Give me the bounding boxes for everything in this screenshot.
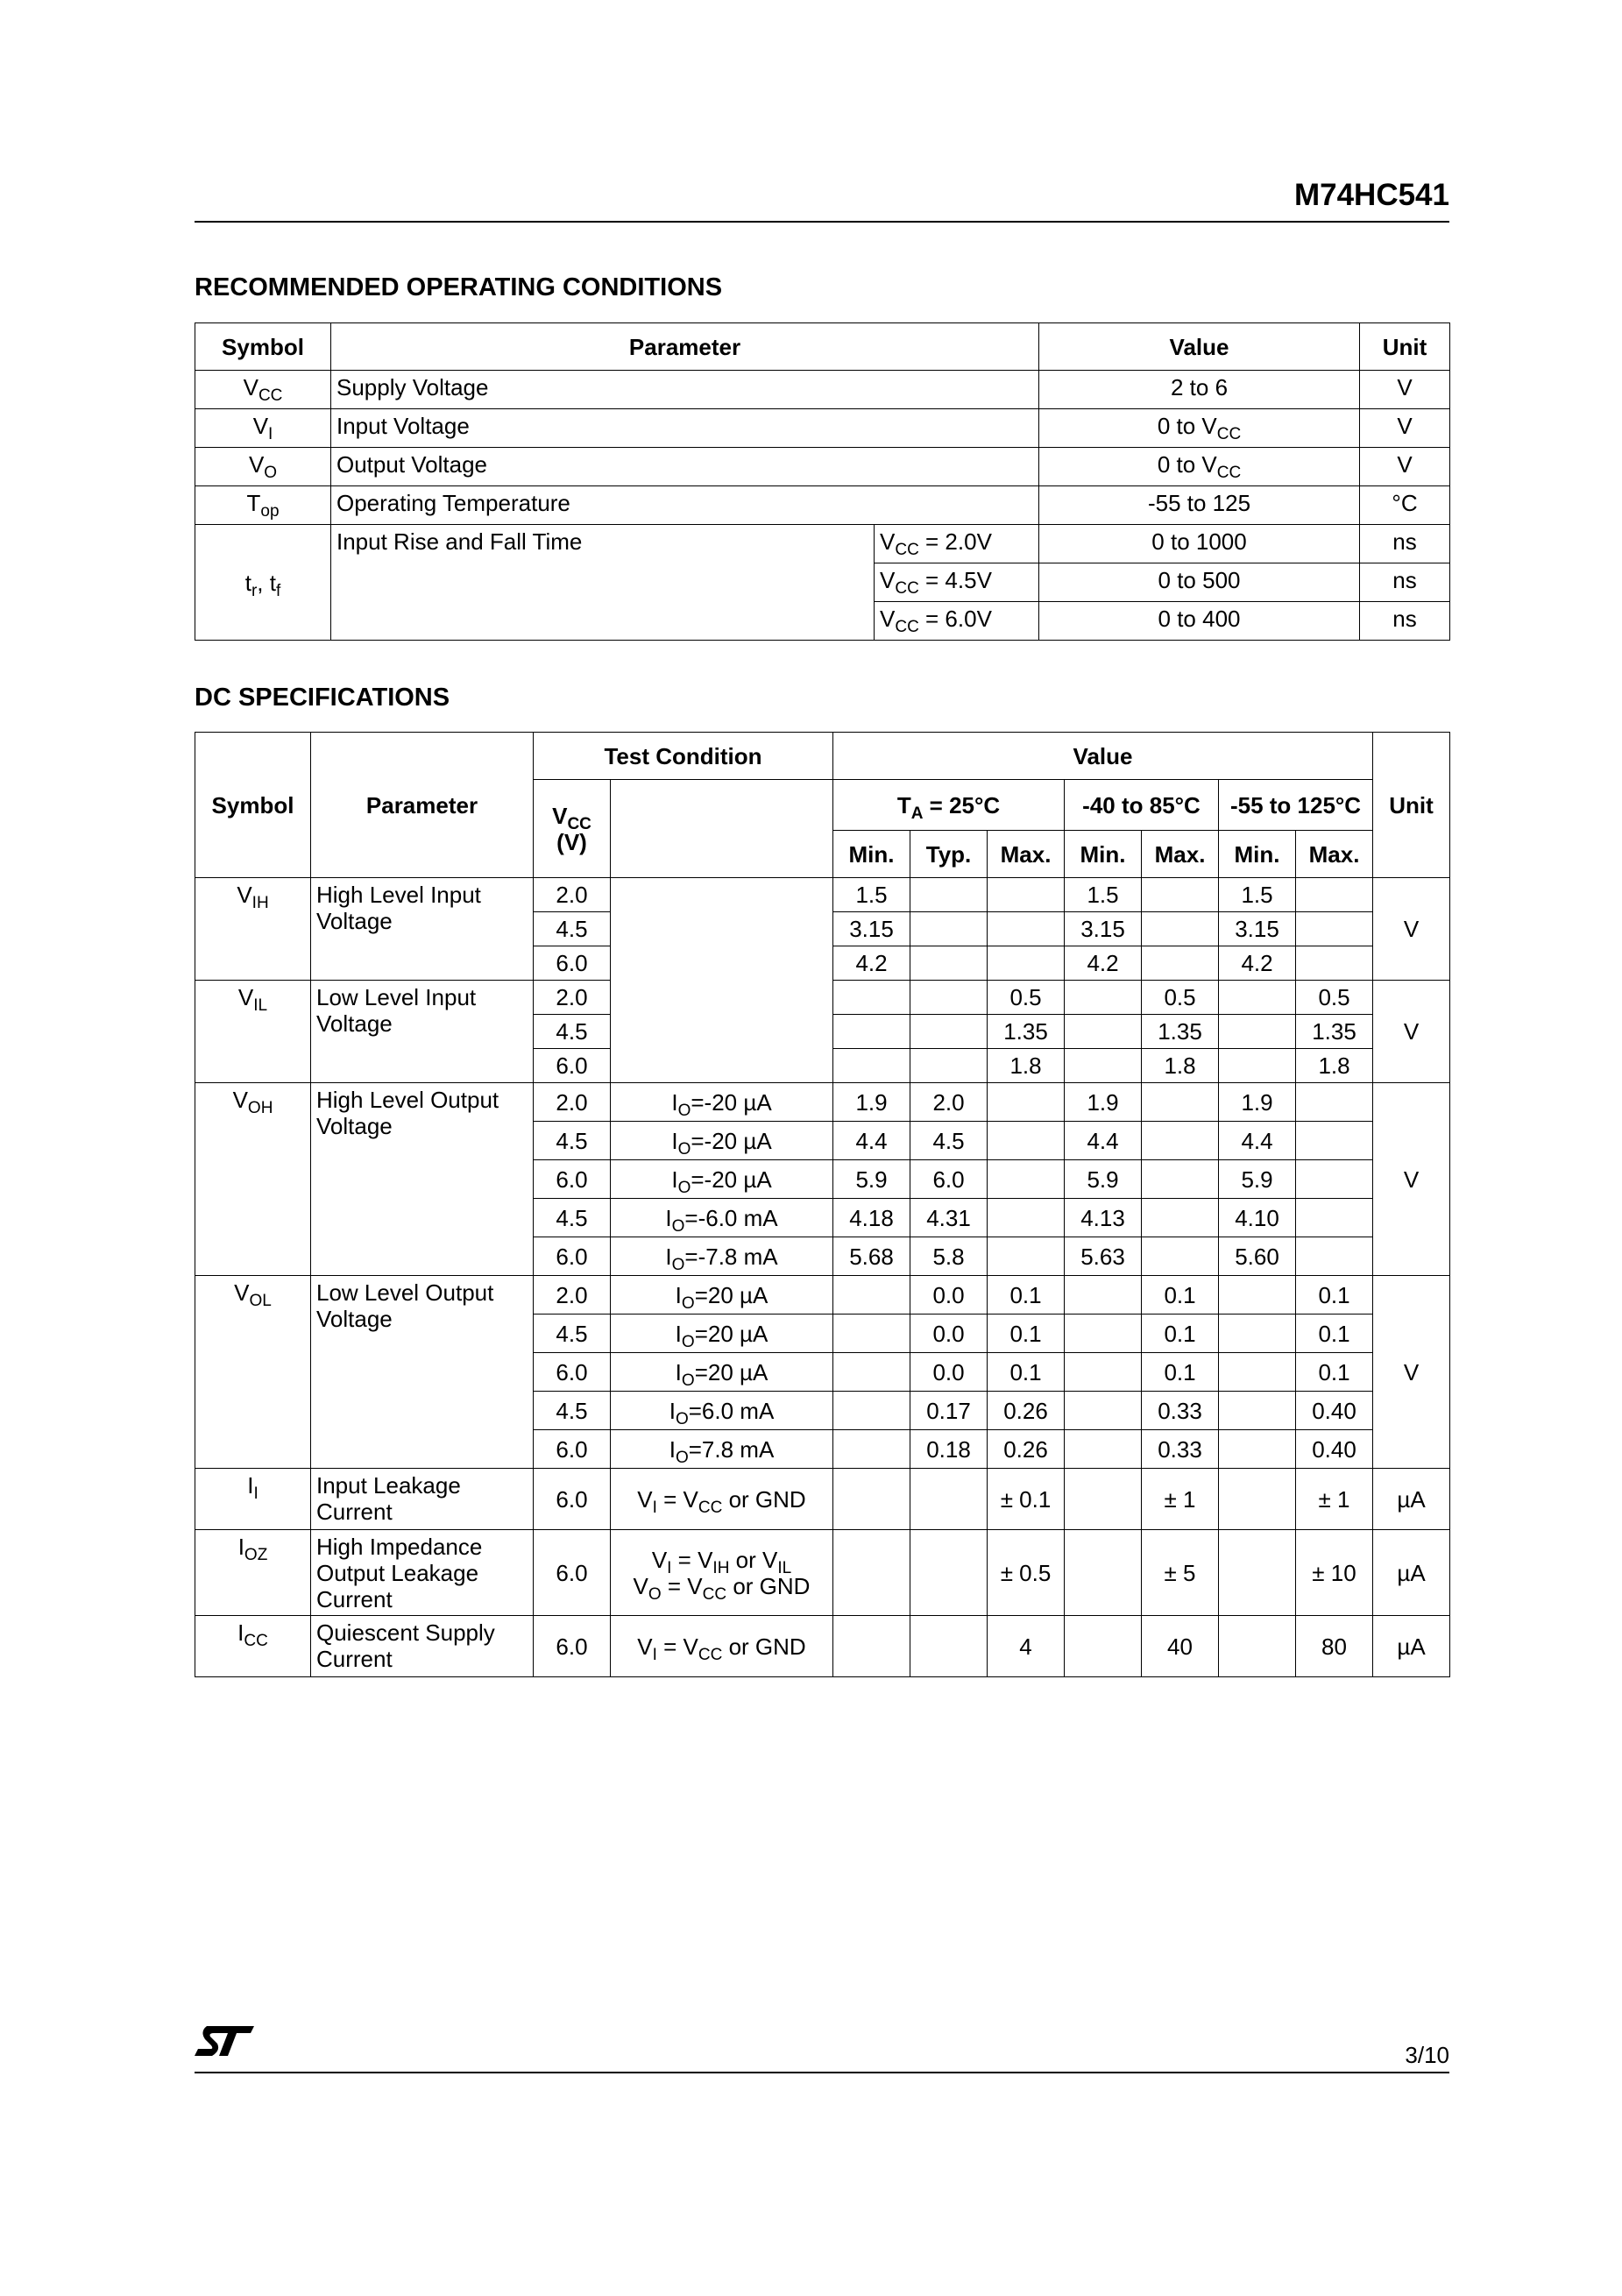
- dc-header-max: Max.: [1142, 831, 1219, 878]
- dc-parameter: Input Leakage Current: [311, 1469, 534, 1530]
- dc-value: 5.63: [1065, 1237, 1142, 1276]
- roc-unit: V: [1360, 448, 1450, 486]
- dc-value: [1219, 1530, 1296, 1616]
- dc-value: [1142, 1199, 1219, 1237]
- dc-value: 1.35: [1296, 1015, 1373, 1049]
- dc-value: [1219, 1616, 1296, 1677]
- dc-value: 1.8: [1296, 1049, 1373, 1083]
- dc-header-parameter: Parameter: [311, 733, 534, 878]
- roc-value: -55 to 125: [1039, 486, 1360, 525]
- dc-value: ± 0.5: [988, 1530, 1065, 1616]
- dc-value: 4.4: [1065, 1122, 1142, 1160]
- roc-condition: $V_{CC} = 4.5V$: [875, 563, 1039, 602]
- dc-header-max: Max.: [988, 831, 1065, 878]
- dc-value: [1296, 1083, 1373, 1122]
- roc-header-parameter: Parameter: [331, 323, 1039, 371]
- dc-symbol: $I_I$: [195, 1469, 311, 1530]
- dc-value: 3.15: [1219, 912, 1296, 946]
- dc-value: [988, 946, 1065, 981]
- dc-value: [988, 1199, 1065, 1237]
- dc-value: 80: [1296, 1616, 1373, 1677]
- dc-value: 1.8: [1142, 1049, 1219, 1083]
- dc-condition: $I_O=-20$ µA: [611, 1160, 833, 1199]
- roc-unit: V: [1360, 371, 1450, 409]
- dc-condition: $V_I = V_{CC}$ or GND: [611, 1469, 833, 1530]
- dc-value: [1065, 1430, 1142, 1469]
- dc-value: 3.15: [833, 912, 910, 946]
- roc-parameter: Output Voltage: [331, 448, 1039, 486]
- dc-header-ta-25: $T_A = 25^\circ C$: [833, 780, 1065, 831]
- dc-condition: $I_O=20$ µA: [611, 1353, 833, 1392]
- dc-parameter: Low Level Output Voltage: [311, 1276, 534, 1469]
- roc-value: 0 to $V_{CC}$: [1039, 409, 1360, 448]
- dc-value: [1219, 1392, 1296, 1430]
- dc-row: [195, 1083, 1450, 1122]
- dc-table-body: [195, 878, 1450, 1677]
- dc-header-range-85: -40 to 85°C: [1065, 780, 1219, 831]
- dc-value: [833, 1616, 910, 1677]
- dc-condition: $I_O=7.8$ mA: [611, 1430, 833, 1469]
- dc-condition: $V_I = V_{IH}$ or $V_{IL}$ $V_O = V_{CC}$ or GND: [611, 1530, 833, 1616]
- dc-value: [1296, 1199, 1373, 1237]
- dc-vcc: 2.0: [534, 981, 611, 1015]
- dc-value: [833, 1353, 910, 1392]
- dc-value: [910, 1049, 988, 1083]
- dc-vcc: 4.5: [534, 1122, 611, 1160]
- dc-header-min: Min.: [833, 831, 910, 878]
- dc-value: 4: [988, 1616, 1065, 1677]
- dc-row: [195, 1616, 1450, 1677]
- dc-value: [1065, 981, 1142, 1015]
- dc-vcc: 6.0: [534, 1530, 611, 1616]
- roc-row-rise-fall: [195, 525, 1450, 563]
- dc-value: 4.2: [1065, 946, 1142, 981]
- dc-header-row-1: [195, 733, 1450, 780]
- dc-vcc: 6.0: [534, 1049, 611, 1083]
- roc-unit: ns: [1360, 525, 1450, 563]
- dc-header-vcc: $V_{CC}$ (V): [534, 780, 611, 878]
- dc-value: [910, 912, 988, 946]
- dc-value: [988, 1122, 1065, 1160]
- st-logo-icon: [195, 2021, 256, 2059]
- roc-condition: $V_{CC} = 2.0V$: [875, 525, 1039, 563]
- dc-value: [833, 1469, 910, 1530]
- dc-value: 4.10: [1219, 1199, 1296, 1237]
- dc-value: 1.5: [1065, 878, 1142, 912]
- dc-condition: [611, 878, 833, 1083]
- dc-value: [1219, 1049, 1296, 1083]
- dc-unit: V: [1373, 981, 1450, 1083]
- dc-header-range-125: -55 to 125°C: [1219, 780, 1373, 831]
- dc-value: [1065, 1276, 1142, 1315]
- roc-row-vcc: [195, 371, 1450, 409]
- roc-symbol: $V_{CC}$: [195, 371, 331, 409]
- dc-value: 0.1: [1296, 1276, 1373, 1315]
- dc-header-test-condition: Test Condition: [534, 733, 833, 780]
- dc-value: [833, 1276, 910, 1315]
- dc-header-value: Value: [833, 733, 1373, 780]
- dc-parameter: High Level Input Voltage: [311, 878, 534, 981]
- dc-value: 0.5: [988, 981, 1065, 1015]
- dc-condition: $I_O=-7.8$ mA: [611, 1237, 833, 1276]
- dc-value: 5.9: [833, 1160, 910, 1199]
- roc-row-vi: [195, 409, 1450, 448]
- roc-value: 0 to $V_{CC}$: [1039, 448, 1360, 486]
- roc-value: 0 to 400: [1039, 602, 1360, 641]
- dc-row: [195, 878, 1450, 912]
- dc-value: [1065, 1315, 1142, 1353]
- roc-header-unit: Unit: [1360, 323, 1450, 371]
- dc-value: 0.40: [1296, 1392, 1373, 1430]
- dc-value: 4.5: [910, 1122, 988, 1160]
- dc-vcc: 4.5: [534, 912, 611, 946]
- dc-vcc: 6.0: [534, 1616, 611, 1677]
- roc-unit: °C: [1360, 486, 1450, 525]
- roc-row-top: [195, 486, 1450, 525]
- dc-value: 4.4: [1219, 1122, 1296, 1160]
- roc-parameter: Input Voltage: [331, 409, 1039, 448]
- dc-value: [1142, 1083, 1219, 1122]
- dc-value: [833, 1315, 910, 1353]
- dc-vcc: 6.0: [534, 1430, 611, 1469]
- dc-value: [1219, 1353, 1296, 1392]
- dc-value: 2.0: [910, 1083, 988, 1122]
- dc-value: 0.1: [1142, 1315, 1219, 1353]
- roc-symbol: $t_r$, $t_f$: [195, 525, 331, 641]
- dc-value: [833, 1015, 910, 1049]
- dc-value: [1142, 1122, 1219, 1160]
- dc-value: 4.4: [833, 1122, 910, 1160]
- dc-row: [195, 1530, 1450, 1616]
- roc-symbol: $V_I$: [195, 409, 331, 448]
- dc-value: 0.0: [910, 1353, 988, 1392]
- roc-parameter: Input Rise and Fall Time: [331, 525, 875, 641]
- dc-value: 0.5: [1296, 981, 1373, 1015]
- dc-vcc: 6.0: [534, 1237, 611, 1276]
- dc-unit: V: [1373, 1276, 1450, 1469]
- roc-unit: ns: [1360, 563, 1450, 602]
- dc-symbol: $V_{OH}$: [195, 1083, 311, 1276]
- dc-condition: $I_O=-20$ µA: [611, 1122, 833, 1160]
- dc-parameter: Low Level Input Voltage: [311, 981, 534, 1083]
- dc-value: [1296, 912, 1373, 946]
- dc-value: [910, 1616, 988, 1677]
- dc-value: 0.26: [988, 1430, 1065, 1469]
- dc-value: 3.15: [1065, 912, 1142, 946]
- dc-vcc: 6.0: [534, 1353, 611, 1392]
- dc-value: [1219, 1015, 1296, 1049]
- dc-value: [1065, 1392, 1142, 1430]
- roc-condition: $V_{CC} = 6.0V$: [875, 602, 1039, 641]
- dc-unit: V: [1373, 878, 1450, 981]
- dc-value: 0.5: [1142, 981, 1219, 1015]
- dc-value: 4.2: [1219, 946, 1296, 981]
- dc-value: [910, 946, 988, 981]
- footer-rule: [195, 2072, 1449, 2073]
- dc-value: [1065, 1353, 1142, 1392]
- dc-value: [988, 1160, 1065, 1199]
- dc-header-typ: Typ.: [910, 831, 988, 878]
- dc-section-title: DC SPECIFICATIONS: [195, 684, 450, 712]
- dc-value: [1065, 1616, 1142, 1677]
- dc-value: 0.33: [1142, 1430, 1219, 1469]
- dc-value: ± 5: [1142, 1530, 1219, 1616]
- dc-vcc: 2.0: [534, 878, 611, 912]
- dc-condition: $I_O=20$ µA: [611, 1276, 833, 1315]
- dc-value: [910, 1530, 988, 1616]
- dc-vcc: 4.5: [534, 1015, 611, 1049]
- dc-value: 1.9: [833, 1083, 910, 1122]
- dc-value: [1296, 1237, 1373, 1276]
- part-number-header: M74HC541: [1293, 178, 1449, 212]
- dc-value: 5.9: [1065, 1160, 1142, 1199]
- roc-value: 2 to 6: [1039, 371, 1360, 409]
- dc-value: 0.18: [910, 1430, 988, 1469]
- header-rule: [195, 221, 1449, 223]
- dc-unit: V: [1373, 1083, 1450, 1276]
- dc-value: 0.26: [988, 1392, 1065, 1430]
- dc-condition: $I_O=-6.0$ mA: [611, 1199, 833, 1237]
- dc-value: 0.17: [910, 1392, 988, 1430]
- dc-value: [1142, 1237, 1219, 1276]
- dc-vcc: 6.0: [534, 1469, 611, 1530]
- dc-value: 1.9: [1219, 1083, 1296, 1122]
- dc-value: [988, 1083, 1065, 1122]
- roc-table: [195, 322, 1450, 641]
- dc-value: [1296, 1160, 1373, 1199]
- dc-value: [910, 981, 988, 1015]
- dc-value: 4.18: [833, 1199, 910, 1237]
- dc-value: 0.1: [988, 1276, 1065, 1315]
- dc-condition: $I_O=-20$ µA: [611, 1083, 833, 1122]
- dc-specifications-table: [195, 732, 1450, 1677]
- roc-header-symbol: Symbol: [195, 323, 331, 371]
- dc-value: [1065, 1469, 1142, 1530]
- dc-value: 1.5: [1219, 878, 1296, 912]
- dc-value: ± 0.1: [988, 1469, 1065, 1530]
- dc-value: [910, 1015, 988, 1049]
- dc-vcc: 2.0: [534, 1276, 611, 1315]
- dc-value: [1219, 1276, 1296, 1315]
- dc-value: [1065, 1530, 1142, 1616]
- roc-section-title: RECOMMENDED OPERATING CONDITIONS: [195, 273, 723, 301]
- dc-symbol: $I_{CC}$: [195, 1616, 311, 1677]
- dc-value: [1296, 1122, 1373, 1160]
- dc-value: 1.9: [1065, 1083, 1142, 1122]
- dc-value: 0.0: [910, 1276, 988, 1315]
- dc-value: [988, 1237, 1065, 1276]
- dc-value: [1142, 946, 1219, 981]
- dc-value: [1219, 1315, 1296, 1353]
- dc-value: 0.0: [910, 1315, 988, 1353]
- dc-value: 1.35: [1142, 1015, 1219, 1049]
- dc-value: 0.1: [988, 1315, 1065, 1353]
- dc-value: [833, 981, 910, 1015]
- dc-value: [1296, 878, 1373, 912]
- dc-row: [195, 1469, 1450, 1530]
- dc-value: [988, 878, 1065, 912]
- roc-row-vo: [195, 448, 1450, 486]
- dc-value: [833, 1430, 910, 1469]
- dc-value: 5.60: [1219, 1237, 1296, 1276]
- dc-vcc: 4.5: [534, 1199, 611, 1237]
- roc-parameter: Supply Voltage: [331, 371, 1039, 409]
- dc-value: [1219, 1469, 1296, 1530]
- dc-header-min: Min.: [1065, 831, 1142, 878]
- dc-vcc: 6.0: [534, 946, 611, 981]
- dc-value: 0.1: [1142, 1276, 1219, 1315]
- dc-value: [1142, 912, 1219, 946]
- roc-parameter: Operating Temperature: [331, 486, 1039, 525]
- dc-vcc: 2.0: [534, 1083, 611, 1122]
- dc-header-min: Min.: [1219, 831, 1296, 878]
- dc-value: [1065, 1015, 1142, 1049]
- dc-value: [988, 912, 1065, 946]
- dc-value: 4.13: [1065, 1199, 1142, 1237]
- dc-header-condition: [611, 780, 833, 878]
- dc-value: [1142, 1160, 1219, 1199]
- dc-unit: µA: [1373, 1616, 1450, 1677]
- roc-header-value: Value: [1039, 323, 1360, 371]
- roc-unit: V: [1360, 409, 1450, 448]
- dc-value: [833, 1392, 910, 1430]
- roc-header-row: [195, 323, 1450, 371]
- dc-unit: µA: [1373, 1469, 1450, 1530]
- dc-value: [1219, 1430, 1296, 1469]
- dc-value: 4.31: [910, 1199, 988, 1237]
- roc-value: 0 to 500: [1039, 563, 1360, 602]
- dc-value: 1.8: [988, 1049, 1065, 1083]
- dc-value: 0.1: [1296, 1353, 1373, 1392]
- dc-condition: $V_I = V_{CC}$ or GND: [611, 1616, 833, 1677]
- dc-value: 6.0: [910, 1160, 988, 1199]
- dc-vcc: 4.5: [534, 1315, 611, 1353]
- dc-header-max: Max.: [1296, 831, 1373, 878]
- dc-value: 0.40: [1296, 1430, 1373, 1469]
- dc-value: 1.35: [988, 1015, 1065, 1049]
- roc-symbol: $V_O$: [195, 448, 331, 486]
- dc-value: [833, 1049, 910, 1083]
- dc-value: ± 10: [1296, 1530, 1373, 1616]
- roc-unit: ns: [1360, 602, 1450, 641]
- dc-value: 0.1: [988, 1353, 1065, 1392]
- dc-value: 5.68: [833, 1237, 910, 1276]
- dc-value: [1142, 878, 1219, 912]
- dc-value: 5.9: [1219, 1160, 1296, 1199]
- dc-vcc: 4.5: [534, 1392, 611, 1430]
- dc-value: 0.1: [1296, 1315, 1373, 1353]
- dc-symbol: $V_{IL}$: [195, 981, 311, 1083]
- roc-value: 0 to 1000: [1039, 525, 1360, 563]
- dc-symbol: $V_{IH}$: [195, 878, 311, 981]
- dc-condition: $I_O=20$ µA: [611, 1315, 833, 1353]
- dc-unit: µA: [1373, 1530, 1450, 1616]
- dc-symbol: $V_{OL}$: [195, 1276, 311, 1469]
- dc-value: ± 1: [1296, 1469, 1373, 1530]
- dc-value: [1065, 1049, 1142, 1083]
- page-number: 3/10: [1405, 2042, 1449, 2068]
- dc-vcc: 6.0: [534, 1160, 611, 1199]
- dc-value: 1.5: [833, 878, 910, 912]
- dc-value: 0.1: [1142, 1353, 1219, 1392]
- roc-symbol: $T_{op}$: [195, 486, 331, 525]
- dc-value: 0.33: [1142, 1392, 1219, 1430]
- dc-value: [833, 1530, 910, 1616]
- dc-value: [910, 1469, 988, 1530]
- dc-value: [910, 878, 988, 912]
- dc-parameter: Quiescent Supply Current: [311, 1616, 534, 1677]
- dc-condition: $I_O=6.0$ mA: [611, 1392, 833, 1430]
- dc-value: 5.8: [910, 1237, 988, 1276]
- dc-header-unit: Unit: [1373, 733, 1450, 878]
- dc-row: [195, 1276, 1450, 1315]
- dc-value: [1296, 946, 1373, 981]
- dc-parameter: High Impedance Output Leakage Current: [311, 1530, 534, 1616]
- dc-value: ± 1: [1142, 1469, 1219, 1530]
- dc-parameter: High Level Output Voltage: [311, 1083, 534, 1276]
- dc-header-symbol: Symbol: [195, 733, 311, 878]
- dc-value: [1219, 981, 1296, 1015]
- dc-value: 4.2: [833, 946, 910, 981]
- dc-value: 40: [1142, 1616, 1219, 1677]
- dc-symbol: $I_{OZ}$: [195, 1530, 311, 1616]
